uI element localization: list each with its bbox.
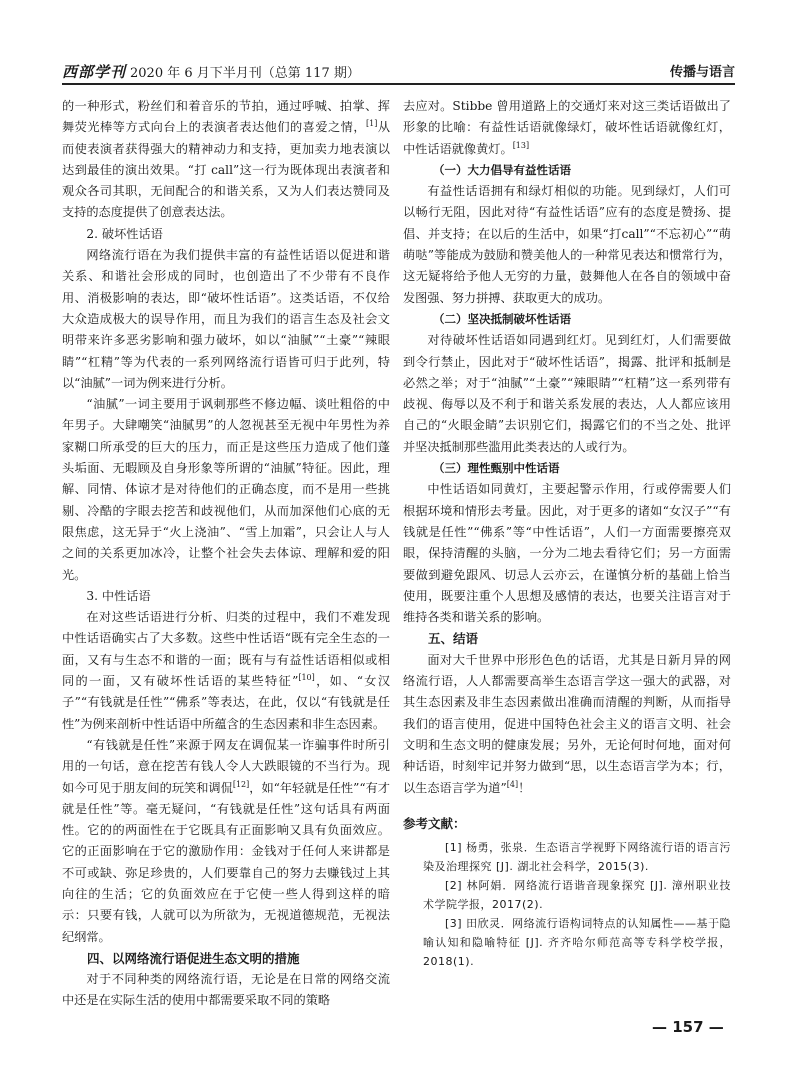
issue-info: 2020 年 6 月下半月刊（总第 117 期） (130, 66, 360, 81)
paragraph: 网络流行语在为我们提供丰富的有益性话语以促进和谐关系、和谐社会形成的同时，也创造出了不少带有不良作用、消极影响的表达，即“破坏性话语”。这类话语，不仅给大众造成极大的误导作用，而且为我们的语言生态及社会文明带来许多恶劣影响和强力破坏，如以“油腻”“土豪”“辣眼睛”“杠精”等为代表的一系列网络流行语皆可归于此列，特以“油腻”一词为例来进行分析。 (62, 248, 390, 390)
page-number: — 157 — (652, 1018, 724, 1036)
paragraph: 有益性话语拥有和绿灯相似的功能。见到绿灯，人们可以畅行无阻，因此对待“有益性话语”应有的态度是赞扬、提倡、并支持；在以后的生活中，如果“打call”“不忘初心”“萌萌哒”等能成为鼓励和赞美他人的一种常见表达和惯常行为，这无疑将给予他人无穷的力量，鼓舞他人在各自的领域中奋发图强、努力拼搏、获取更大的成功。 (403, 184, 731, 305)
citation: [1] (366, 119, 378, 129)
right-column (403, 96, 731, 971)
paragraph: 对于不同种类的网络流行语，无论是在日常的网络交流中还是在实际生活的使用中都需要采取不同的策略 (62, 972, 390, 1008)
subsection-heading: （三）理性甄别中性话语 (433, 461, 560, 476)
paragraph: 去应对。Stibbe 曾用道路上的交通灯来对这三类话语做出了形象的比喻：有益性话语就像绿灯，破坏性话语就像红灯，中性话语就像黄灯。[13] (403, 99, 731, 156)
references-list (403, 838, 731, 971)
section-heading: 四、以网络流行语促进生态文明的措施 (87, 950, 300, 966)
citation: [13] (512, 140, 530, 150)
paragraph: 面对大千世界中形形色色的话语，尤其是日新月异的网络流行语，人人都需要高举生态语言学这一强大的武器，对其生态因素及非生态因素做出准确而清醒的判断，从而指导我们的语言使用，促进中国特色社会主义的语言文明、社会文明和生态文明的健康发展；另外，无论何时何地，面对何种话语，时刻牢记并努力做到“思，以生态语言学为本；行，以生态语言学为道”[4]！ (403, 652, 731, 795)
paragraph: “油腻”一词主要用于讽刺那些不修边幅、谈吐粗俗的中年男子。大肆嘲笑“油腻男”的人忽视甚至无视中年男性为养家糊口所承受的巨大的压力，而正是这些压力造成了他们蓬头垢面、无暇顾及自身形象等所谓的“油腻”特征。因此，理解、同情、体谅才是对待他们的正确态度，而不是用一些挑剔、冷酷的字眼去挖苦和歧视他们，从而加深他们心底的无限焦虑，这无异于“火上浇油”、“雪上加霜”，只会让人与人之间的关系更加冰冷，让整个社会失去体谅、理解和爱的阳光。 (62, 397, 390, 582)
citation: [10] (298, 672, 315, 682)
section-heading: 五、结语 (428, 631, 479, 647)
journal-logo: 西部学刊 (62, 63, 127, 81)
paragraph: 对待破坏性话语如同遇到红灯。见到红灯，人们需要做到令行禁止，因此对于“破坏性话语”，揭露、批评和抵制是必然之举；对于“油腻”“土豪”“辣眼睛”“杠精”这一系列带有歧视、侮辱以及不利于和谐关系发展的表达，人人都应该用自己的“火眼金睛”去识别它们，揭露它们的不当之处、批评并坚决抵制那些滥用此类表达的人或行为。 (403, 333, 731, 454)
section-title: 传播与语言 (669, 65, 735, 80)
reference-item: [2] 林阿娟．网络流行语谐音现象探究 [J]. 漳州职业技术学院学报，2017(2). (423, 879, 731, 912)
paragraph: 中性话语如同黄灯，主要起警示作用，行或停需要人们根据环境和情形去考量。因此，对于更多的诸如“女汉子”“有钱就是任性”“佛系”等“中性话语”，人们一方面需要擦亮双眼，保持清醒的头脑，一分为二地去看待它们；另一方面需要做到避免跟风、切忌人云亦云，在谨慎分析的基础上恰当使用，既要注重个人思想及感情的表达，也要关注语言对于维持各类和谐关系的影响。 (403, 482, 731, 625)
paragraph: “有钱就是任性”来源于网友在调侃某一诈骗事件时所引用的一句话，意在挖苦有钱人令人大跌眼镜的不当行为。现如今可见于朋友间的玩笑和调侃[12]，如“年轻就是任性”“有才就是任性”等。毫无疑问，“有钱就是任性”这句话具有两面性。它的的两面性在于它既具有正面影响又具有负面效应。它的正面影响在于它的激励作用：金钱对于任何人来讲都是不可或缺、弥足珍贵的，人们要靠自己的努力去赚钱过上其向往的生活；它的负面效应在于它使一些人得到这样的暗示：只要有钱，人就可以为所欲为，无视道德规范，无视法纪纲常。 (62, 737, 390, 944)
left-column (62, 96, 390, 1012)
paragraph: 的一种形式，粉丝们和着音乐的节拍，通过呼喊、拍掌、挥舞荧光棒等方式向台上的表演者表达他们的喜爱之情，[1]从而使表演者获得强大的精神动力和支持，更加卖力地表演以达到最佳的演出效果。“打 call”这一行为既体现出表演者和观众各司其职，无间配合的和谐关系，又为人们表达赞同及支持的态度提供了创意表达法。 (62, 99, 391, 220)
journal-info (62, 61, 360, 82)
citation: [4] (506, 779, 519, 789)
page-header (62, 55, 735, 85)
subsection-heading: （一）大力倡导有益性话语 (433, 162, 571, 177)
subsection-heading: （二）坚决抵制破坏性话语 (433, 311, 571, 326)
paragraph: 在对这些话语进行分析、归类的过程中，我们不难发现中性话语确实占了大多数。这些中性话语“既有完全生态的一面，又有与生态不和谐的一面；既有与有益性话语相似或相同的一面，又有破坏性话语的某些特征”[10]，如、“女汉子”“有钱就是任性”“佛系”等表达，在此，仅以“有钱就是任性”为例来剖析中性话语中所蕴含的生态因素和非生态因素。 (62, 610, 391, 731)
subsection-heading: 2. 破坏性话语 (86, 226, 163, 241)
citation: [12] (232, 779, 250, 789)
reference-item: [1] 杨勇，张泉．生态语言学视野下网络流行语的语言污染及治理探究 [J]. 湖北社会科学，2015(3). (423, 841, 731, 874)
subsection-heading: 3. 中性话语 (86, 588, 151, 603)
references-title: 参考文献： (403, 815, 466, 831)
reference-item: [3] 田欣灵．网络流行语构词特点的认知属性——基于隐喻认知和隐喻特征 [J]. 齐齐哈尔师范高等专科学校学报，2018(1). (423, 917, 731, 969)
